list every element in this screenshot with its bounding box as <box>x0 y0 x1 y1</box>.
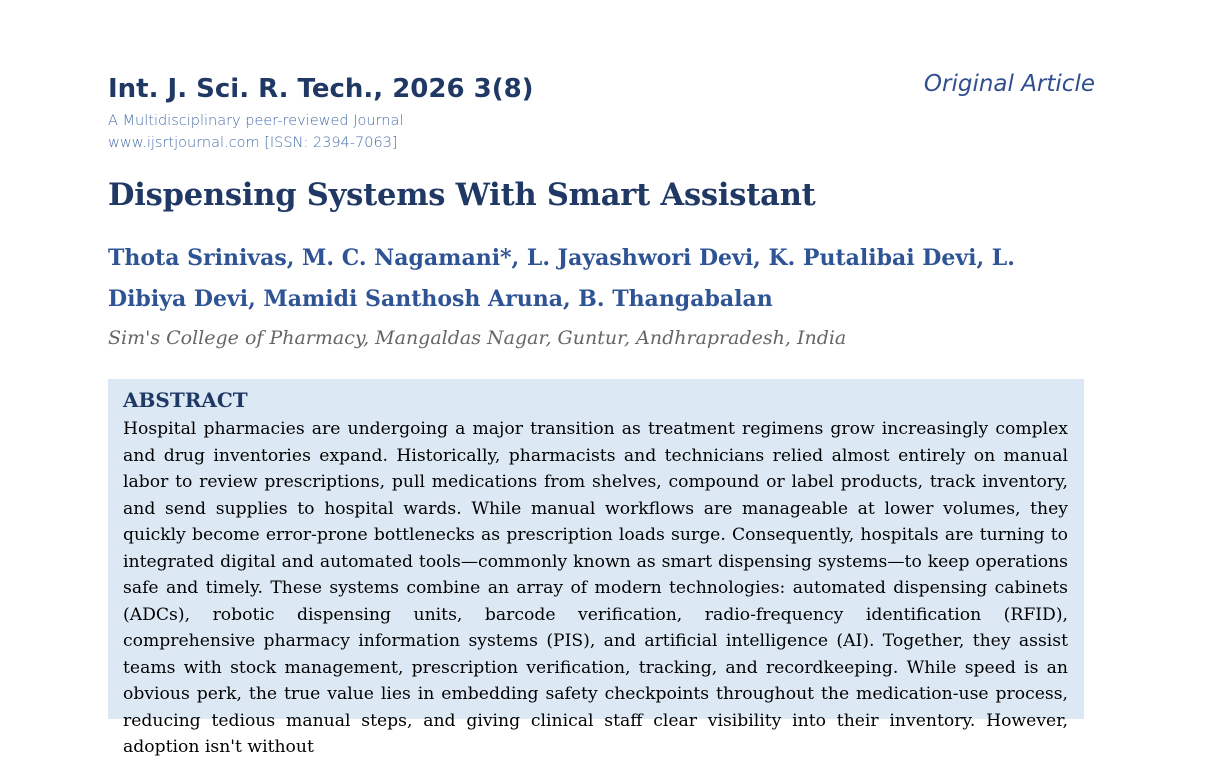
affiliation: Sim's College of Pharmacy, Mangaldas Nagar, Guntur, Andhrapradesh, India <box>108 327 847 349</box>
abstract-heading: ABSTRACT <box>123 388 248 412</box>
abstract-body: Hospital pharmacies are undergoing a major transition as treatment regimens grow increasingly complex and drug inventories expand. Historically, pharmacists and technicians relied almost entirely on manual labor to review prescriptions, pull medications from shelves, compound or label products, track inventory, and send supplies to hospital wards. While manual workflows are manageable at lower volumes, they quickly become error-prone bottlenecks as prescription loads surge. Consequently, hospitals are turning to integrated digital and automated tools—commonly known as smart dispensing systems—to keep operations safe and timely. These systems combine an array of modern technologies: automated dispensing cabinets (ADCs), robotic dispensing units, barcode verification, radio-frequency identification (RFID), comprehensive pharmacy information systems (PIS), and artificial intelligence (AI). Together, they assist teams with stock management, prescription verification, tracking, and recordkeeping. While speed is an obvious perk, the true value lies in embedding safety checkpoints throughout the medication-use process, reducing tedious manual steps, and giving clinical staff clear visibility into their inventory. However, adoption isn't without <box>123 419 1068 757</box>
author-list: Thota Srinivas, M. C. Nagamani*, L. Jayashwori Devi, K. Putalibai Devi, L. Dibiya Devi, Mamidi Santhosh Aruna, B. Thangabalan <box>108 245 1015 312</box>
paper-title: Dispensing Systems With Smart Assistant <box>108 177 816 213</box>
journal-title: Int. J. Sci. R. Tech., 2026 3(8) <box>108 74 534 104</box>
journal-website-issn: www.ijsrtjournal.com [ISSN: 2394-7063] <box>108 135 398 151</box>
abstract-section <box>108 379 1084 757</box>
journal-tagline: A Multidisciplinary peer-reviewed Journal <box>108 113 404 129</box>
article-type-label: Original Article <box>923 71 1095 97</box>
